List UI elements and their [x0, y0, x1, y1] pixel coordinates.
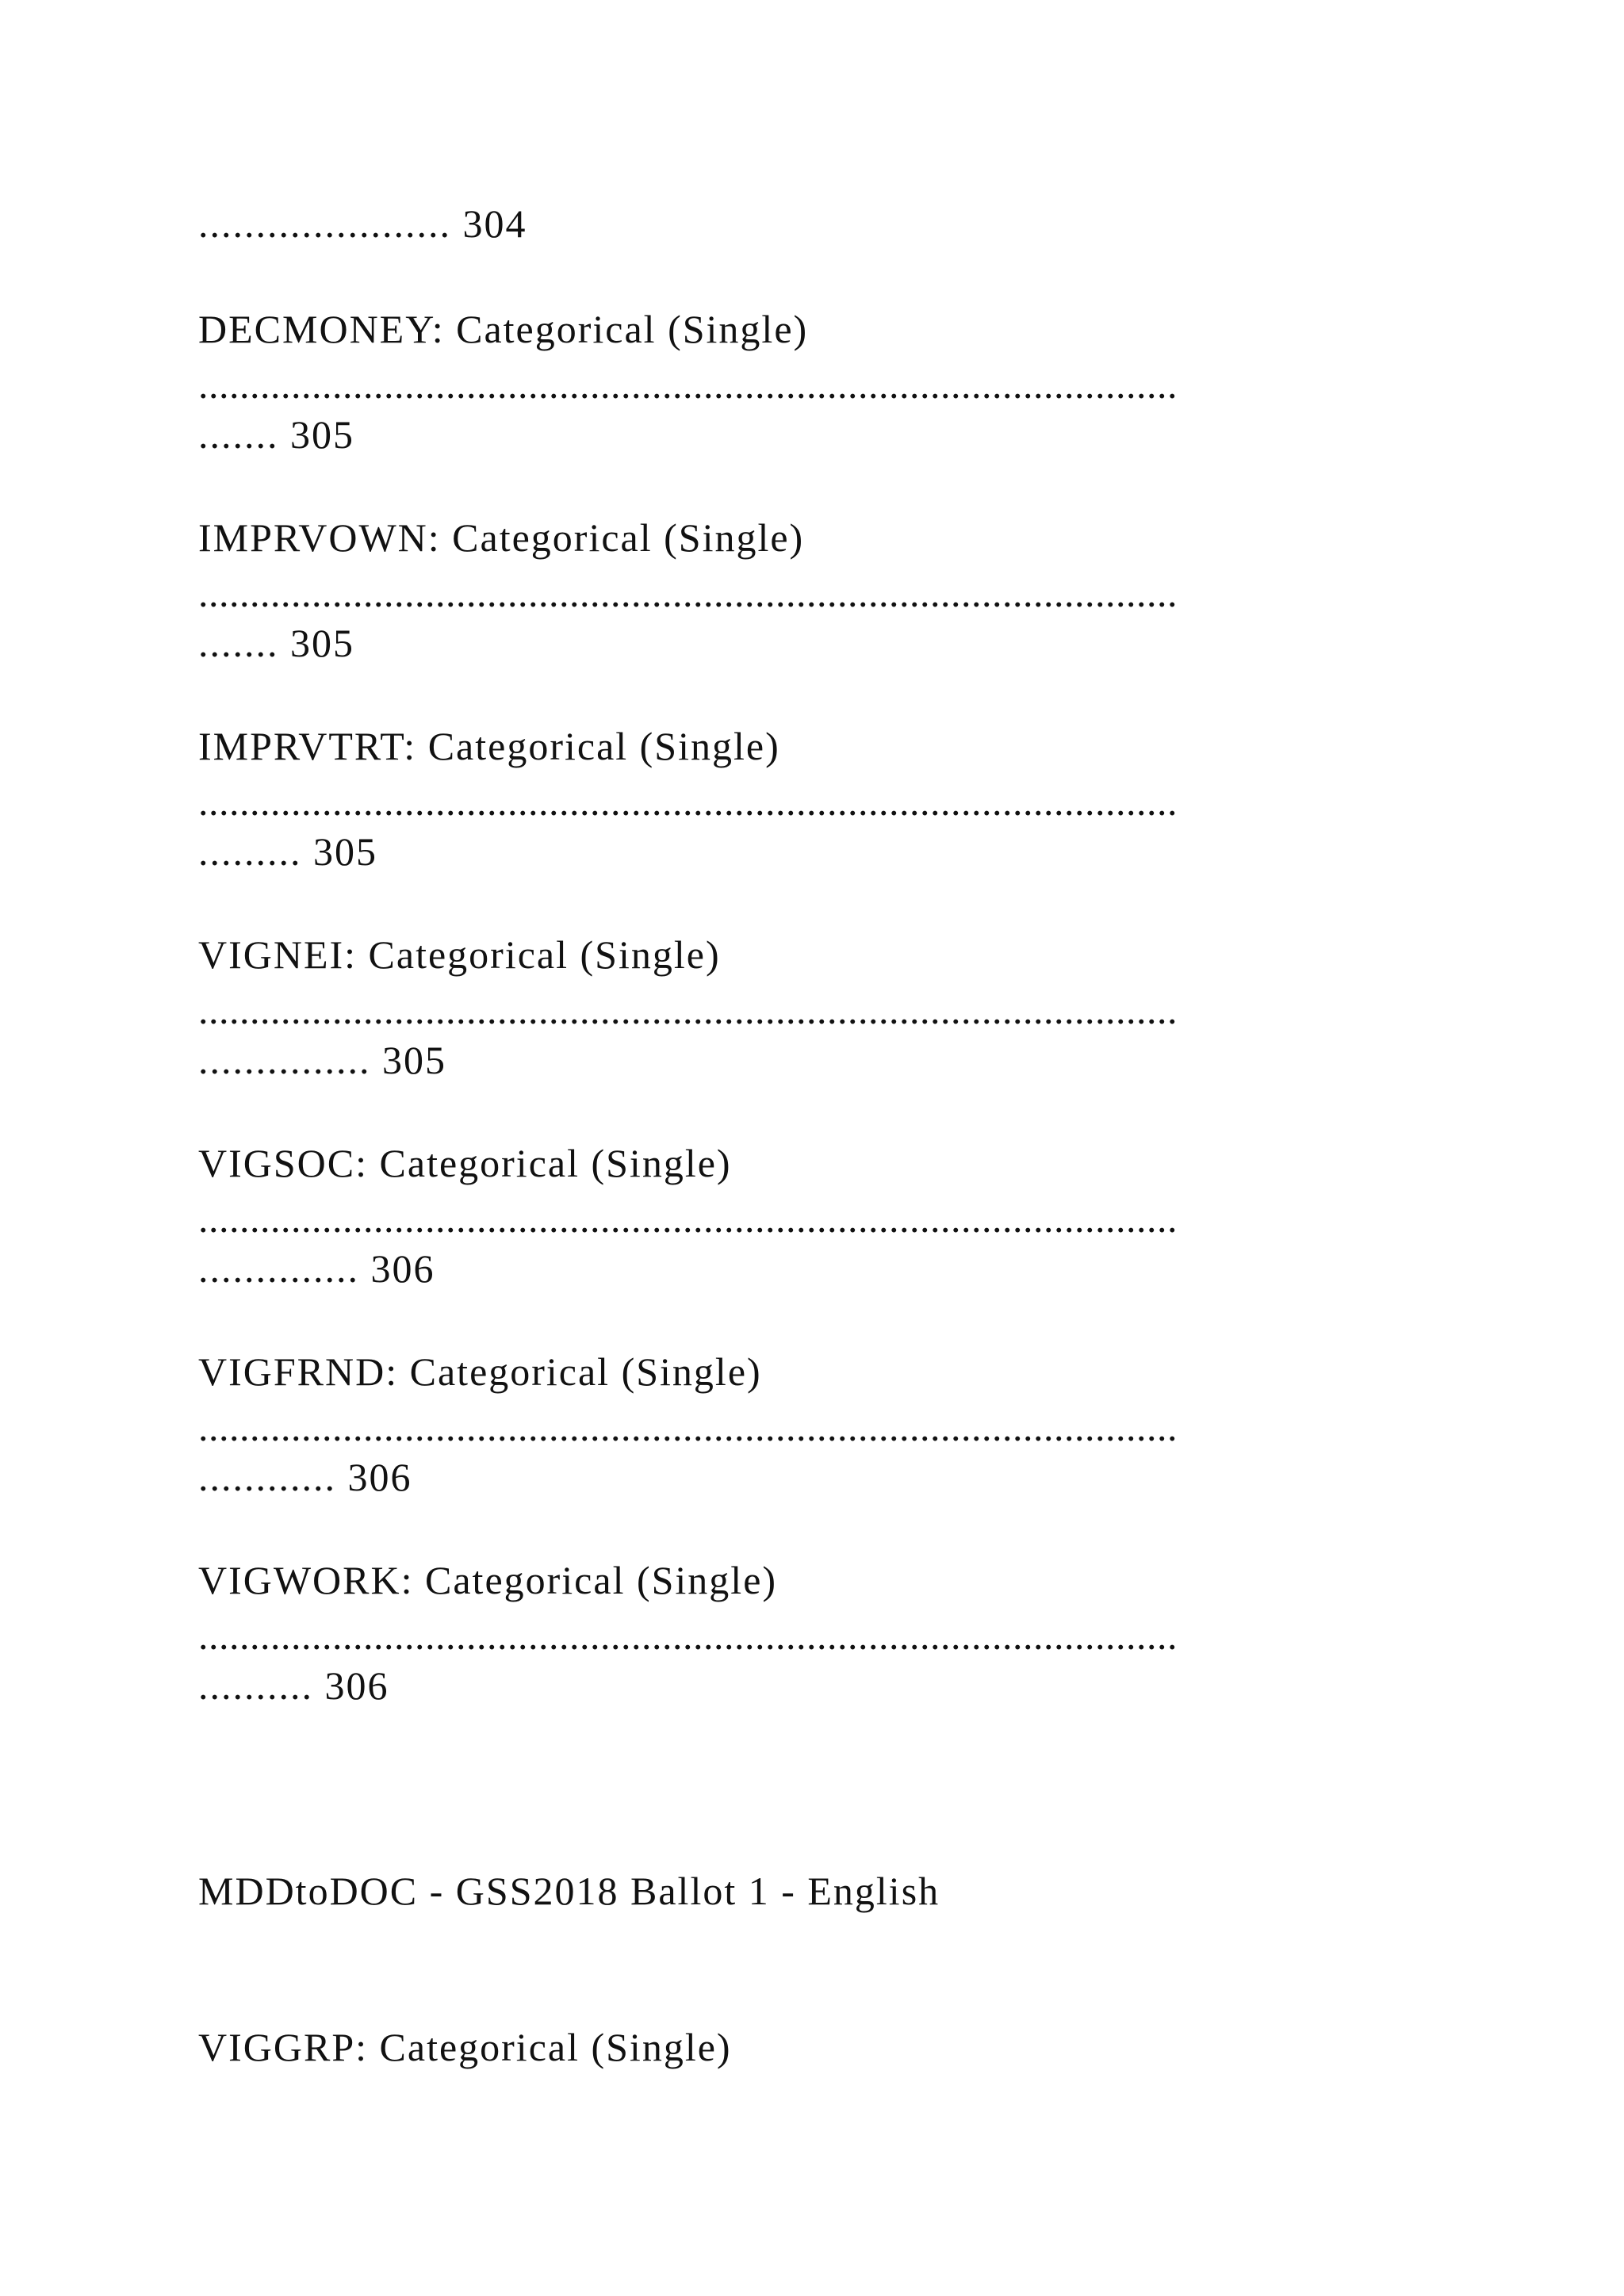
toc-entry-label: IMPRVOWN: Categorical (Single) [198, 515, 805, 560]
toc-page-ref: ............... 305 [198, 1038, 446, 1082]
toc-page-ref: ....... 305 [198, 621, 354, 665]
toc-entry-label: VIGFRND: Categorical (Single) [198, 1349, 762, 1394]
toc-page-ref: ............ 306 [198, 1455, 412, 1499]
toc-entry-label: DECMONEY: Categorical (Single) [198, 307, 809, 351]
toc-page-ref: ...................... 304 [198, 201, 527, 246]
toc-leader-dots: ............................................................................................... [198, 1196, 1178, 1241]
toc-leader-dots: ............................................................................................... [198, 988, 1178, 1032]
toc-leader-dots: ............................................................................................... [198, 1405, 1178, 1449]
toc-leader-dots: ............................................................................................... [198, 1613, 1178, 1658]
toc-page-ref: .............. 306 [198, 1246, 435, 1291]
toc-leader-dots: ............................................................................................... [198, 779, 1178, 824]
toc-entry-label: VIGNEI: Categorical (Single) [198, 932, 721, 977]
question-label: VIGGRP: Categorical (Single) [198, 2025, 732, 2069]
toc-page-ref: ....... 305 [198, 412, 354, 457]
toc-entry-label: IMPRVTRT: Categorical (Single) [198, 724, 780, 768]
toc-entry-label: VIGWORK: Categorical (Single) [198, 1558, 778, 1602]
toc-leader-dots: ............................................................................................... [198, 362, 1178, 407]
toc-page-ref: .......... 306 [198, 1663, 389, 1708]
section-header: MDDtoDOC - GSS2018 Ballot 1 - English [198, 1869, 940, 1913]
toc-leader-dots: ............................................................................................... [198, 571, 1178, 615]
toc-page-ref: ......... 305 [198, 829, 377, 874]
toc-entry-label: VIGSOC: Categorical (Single) [198, 1141, 732, 1185]
